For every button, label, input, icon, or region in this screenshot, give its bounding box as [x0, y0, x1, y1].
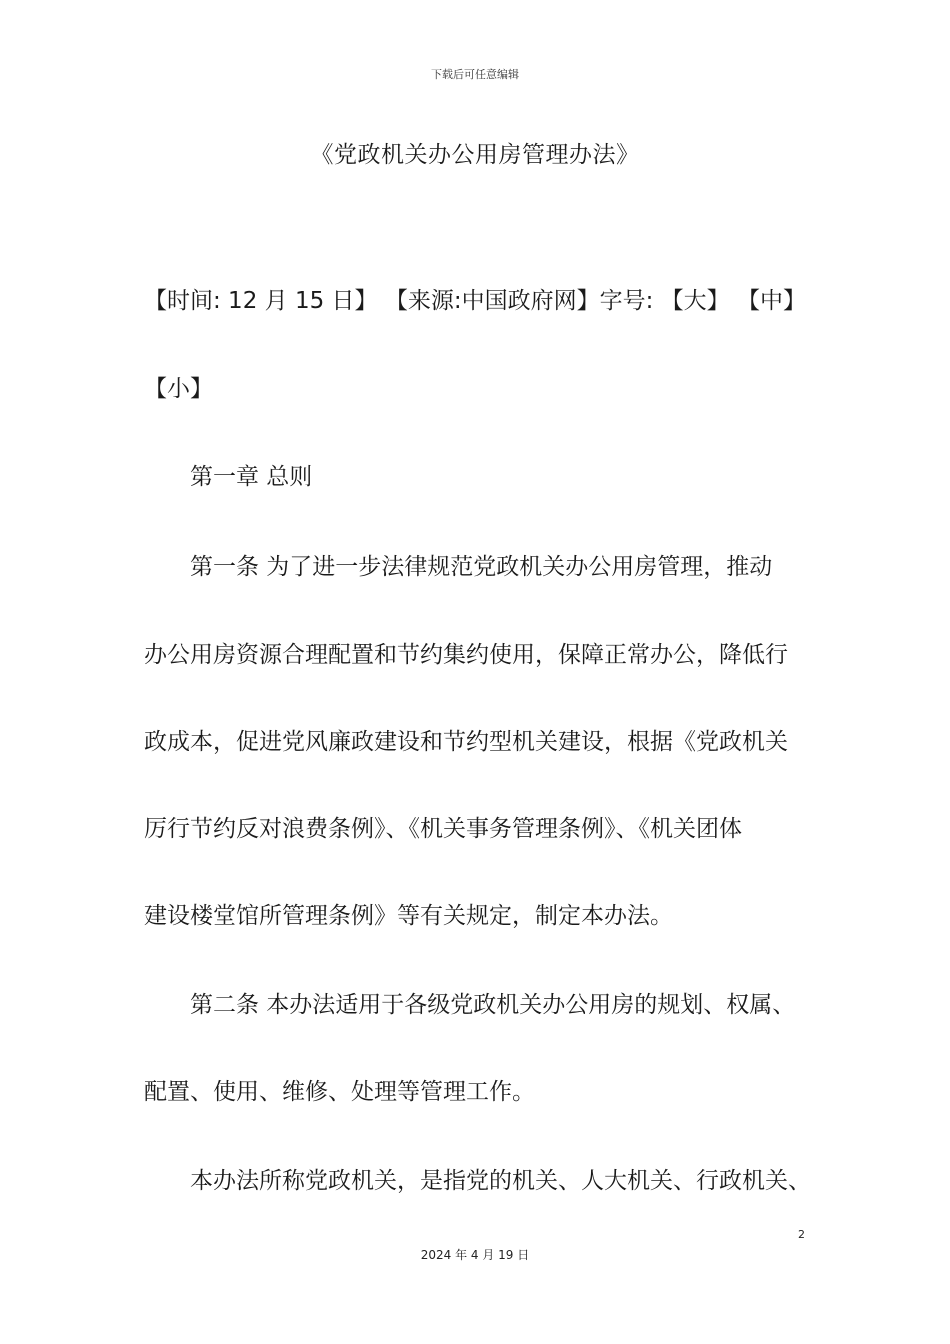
article-2-line-1: 第二条 本办法适用于各级党政机关办公用房的规划、权属、 — [190, 992, 796, 1018]
article-1-line-1: 第一条 为了进一步法律规范党政机关办公用房管理，推动 — [190, 554, 773, 580]
article-1-line-4: 厉行节约反对浪费条例》、《机关事务管理条例》、《机关团体 — [144, 816, 742, 842]
article-1-line-2: 办公用房资源合理配置和节约集约使用，保障正常办公，降低行 — [144, 642, 788, 668]
article-1-line-3: 政成本，促进党风廉政建设和节约型机关建设，根据《党政机关 — [144, 729, 788, 755]
footer-date: 2024 年 4 月 19 日 — [420, 1248, 530, 1262]
page-number: 2 — [798, 1228, 805, 1241]
paragraph-line: 本办法所称党政机关，是指党的机关、人大机关、行政机关、 — [190, 1168, 811, 1194]
article-1-line-5: 建设楼堂馆所管理条例》等有关规定，制定本办法。 — [144, 903, 673, 929]
header-note: 下载后可任意编辑 — [431, 68, 519, 81]
meta-line: 【时间: 12 月 15 日】 【来源:中国政府网】字号: 【大】 【中】 — [144, 288, 806, 314]
chapter-heading: 第一章 总则 — [190, 464, 313, 490]
meta-line-continued: 【小】 — [144, 376, 213, 402]
article-2-line-2: 配置、使用、维修、处理等管理工作。 — [144, 1079, 535, 1105]
document-title: 《党政机关办公用房管理办法》 — [310, 142, 640, 168]
